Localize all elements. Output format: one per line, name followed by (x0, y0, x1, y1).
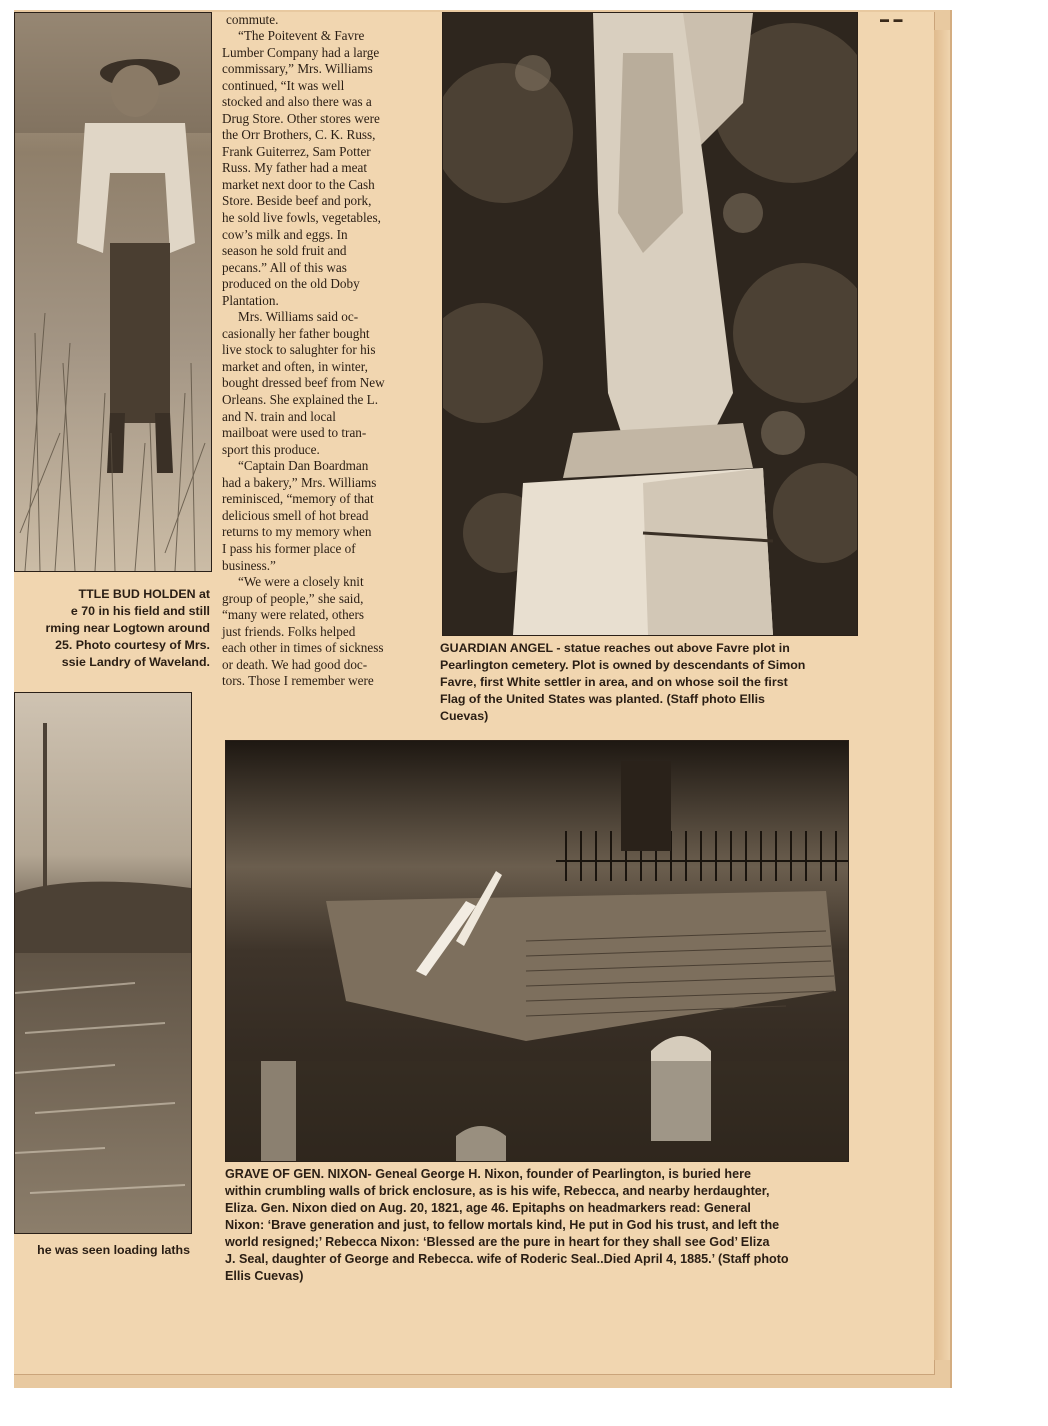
article-line: Orleans. She explained the L. (222, 392, 379, 408)
caption-line: GRAVE OF GEN. NIXON- Geneal George H. Nixon, founder of Pearlington, is buried here (225, 1167, 751, 1181)
photo-nixon-grave (225, 740, 849, 1162)
caption-line: he was seen loading laths (37, 1243, 190, 1257)
article-line: sport this produce. (222, 441, 320, 457)
article-line: market next door to the Cash (222, 176, 375, 192)
caption-line: within crumbling walls of brick enclosure, as is his wife, Rebecca, and nearby herdaughter, (225, 1184, 770, 1198)
article-line: Mrs. Williams said oc- (238, 309, 359, 325)
article-line: season he sold fruit and (222, 243, 347, 259)
caption-line: world resigned;’ Rebecca Nixon: ‘Blessed are the pure in heart for they shall see God’ Eliza (225, 1235, 770, 1249)
article-line: had a bakery,” Mrs. Williams (222, 474, 377, 490)
article-line: tors. Those I remember were (222, 673, 374, 689)
article-line: bought dressed beef from New (222, 375, 385, 391)
caption-line: Flag of the United States was planted. (Staff photo Ellis (440, 692, 765, 706)
article-line: “many were related, others (222, 607, 365, 623)
article-line: Drug Store. Other stores were (222, 110, 380, 126)
caption-line: rming near Logtown around (45, 621, 210, 635)
photo-bud-holden (14, 12, 212, 572)
masthead-fragment: ▬ ▬ (880, 14, 904, 24)
article-line: reminisced, “memory of that (222, 491, 374, 507)
caption-line: Pearlington cemetery. Plot is owned by descendants of Simon (440, 658, 806, 672)
article-line: Lumber Company had a large (222, 44, 380, 60)
article-column (222, 12, 422, 690)
caption-line: 25. Photo courtesy of Mrs. (55, 638, 210, 652)
caption-guardian-angel (440, 640, 850, 725)
article-line: continued, “It was well (222, 77, 345, 93)
article-line: I pass his former place of (222, 540, 356, 556)
article-line: commute. (226, 12, 279, 27)
article-line: “Captain Dan Boardman (238, 458, 369, 474)
article-line: live stock to salughter for his (222, 342, 376, 358)
photo-loading-laths (14, 692, 192, 1234)
article-line: Frank Guiterrez, Sam Potter (222, 143, 371, 159)
caption-line: Nixon: ‘Brave generation and just, to fellow mortals kind, He put in God his trust, and left the (225, 1218, 780, 1232)
article-line: stocked and also there was a (222, 94, 372, 110)
article-line: “We were a closely knit (238, 574, 364, 590)
caption-line: Eliza. Gen. Nixon died on Aug. 20, 1821, age 46. Epitaphs on headmarkers read: General (225, 1201, 751, 1215)
article-line: commissary,” Mrs. Williams (222, 61, 373, 77)
article-line: and N. train and local (222, 408, 336, 424)
article-line: group of people,” she said, (222, 590, 364, 606)
photo-guardian-angel (442, 12, 858, 636)
caption-line: Cuevas) (440, 709, 489, 723)
article-line: Plantation. (222, 292, 279, 308)
article-line: he sold live fowls, vegetables, (222, 210, 381, 226)
caption-line: J. Seal, daughter of George and Rebecca. wife of Roderic Seal..Died April 4, 1885.’ (Staff photo (225, 1252, 789, 1266)
caption-line: ssie Landry of Waveland. (61, 655, 210, 669)
article-line: returns to my memory when (222, 524, 372, 540)
article-line: produced on the old Doby (222, 276, 360, 292)
article-line: mailboat were used to tran- (222, 425, 367, 441)
article-line: cow’s milk and eggs. In (222, 226, 348, 242)
article-line: or death. We had good doc- (222, 656, 368, 672)
caption-line: Ellis Cuevas) (225, 1269, 304, 1283)
caption-line: e 70 in his field and still (70, 604, 210, 618)
caption-line: GUARDIAN ANGEL - statue reaches out above Favre plot in (440, 641, 790, 655)
caption-bud-holden (14, 586, 210, 671)
caption-line: Favre, first White settler in area, and on whose soil the first (440, 675, 788, 689)
page-edge (934, 30, 950, 1360)
article-line: business.” (222, 557, 276, 573)
article-line: Store. Beside beef and pork, (222, 193, 372, 209)
article-line: “The Poitevent & Favre (238, 28, 365, 43)
article-line: casionally her father bought (222, 325, 370, 341)
caption-line: TTLE BUD HOLDEN at (78, 587, 210, 601)
caption-nixon-grave (225, 1166, 845, 1285)
caption-loading-laths (14, 1242, 190, 1259)
article-line: pecans.” All of this was (222, 259, 347, 275)
article-line: market and often, in winter, (222, 358, 368, 374)
article-line: each other in times of sickness (222, 640, 384, 656)
article-line: delicious smell of hot bread (222, 507, 369, 523)
article-line: the Orr Brothers, C. K. Russ, (222, 127, 376, 143)
article-line: just friends. Folks helped (222, 623, 356, 639)
article-line: Russ. My father had a meat (222, 160, 368, 176)
